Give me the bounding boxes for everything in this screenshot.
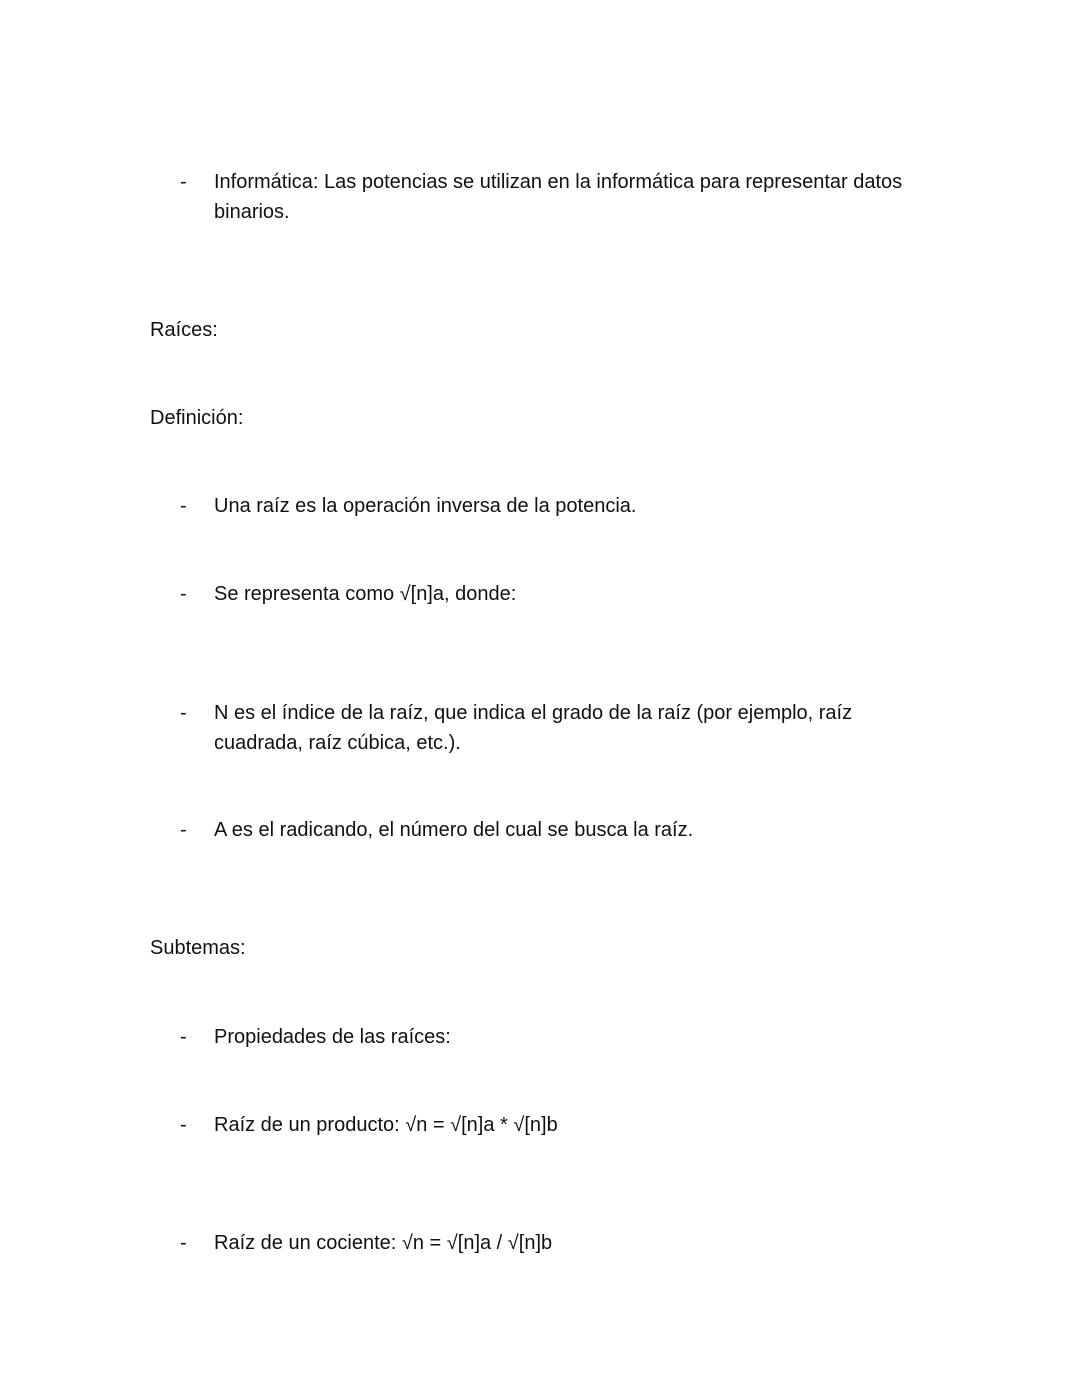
heading-subtemas: Subtemas: — [150, 937, 246, 959]
bullet-dash: - — [180, 1114, 187, 1136]
bullet-propiedades — [150, 1022, 930, 1052]
bullet-text: Raíz de un cociente: √n = √[n]a / √[n]b — [214, 1232, 553, 1254]
heading-definicion: Definición: — [150, 407, 244, 429]
heading-raices: Raíces: — [150, 319, 218, 341]
bullet-text: A es el radicando, el número del cual se busca la raíz. — [214, 819, 694, 841]
bullet-informatica — [150, 167, 930, 227]
bullet-text: Informática: Las potencias se utilizan en la informática para representar datos binarios. — [214, 171, 903, 223]
bullet-indice — [150, 698, 930, 758]
bullet-raiz-inversa — [150, 491, 930, 521]
bullet-raiz-cociente — [150, 1228, 930, 1258]
bullet-text: Raíz de un producto: √n = √[n]a * √[n]b — [214, 1114, 558, 1136]
bullet-dash: - — [180, 583, 187, 605]
bullet-dash: - — [180, 495, 187, 517]
bullet-dash: - — [180, 702, 187, 724]
bullet-text: N es el índice de la raíz, que indica el grado de la raíz (por ejemplo, raíz cuadrada, raíz cúbica, etc.). — [214, 702, 853, 754]
bullet-dash: - — [180, 819, 187, 841]
bullet-dash: - — [180, 1232, 187, 1254]
bullet-radicando — [150, 815, 930, 845]
bullet-text: Una raíz es la operación inversa de la potencia. — [214, 495, 637, 517]
bullet-dash: - — [180, 1026, 187, 1048]
bullet-text: Propiedades de las raíces: — [214, 1026, 451, 1048]
bullet-representacion — [150, 579, 930, 609]
bullet-dash: - — [180, 171, 187, 193]
bullet-text: Se representa como √[n]a, donde: — [214, 583, 517, 605]
bullet-raiz-producto — [150, 1110, 930, 1140]
